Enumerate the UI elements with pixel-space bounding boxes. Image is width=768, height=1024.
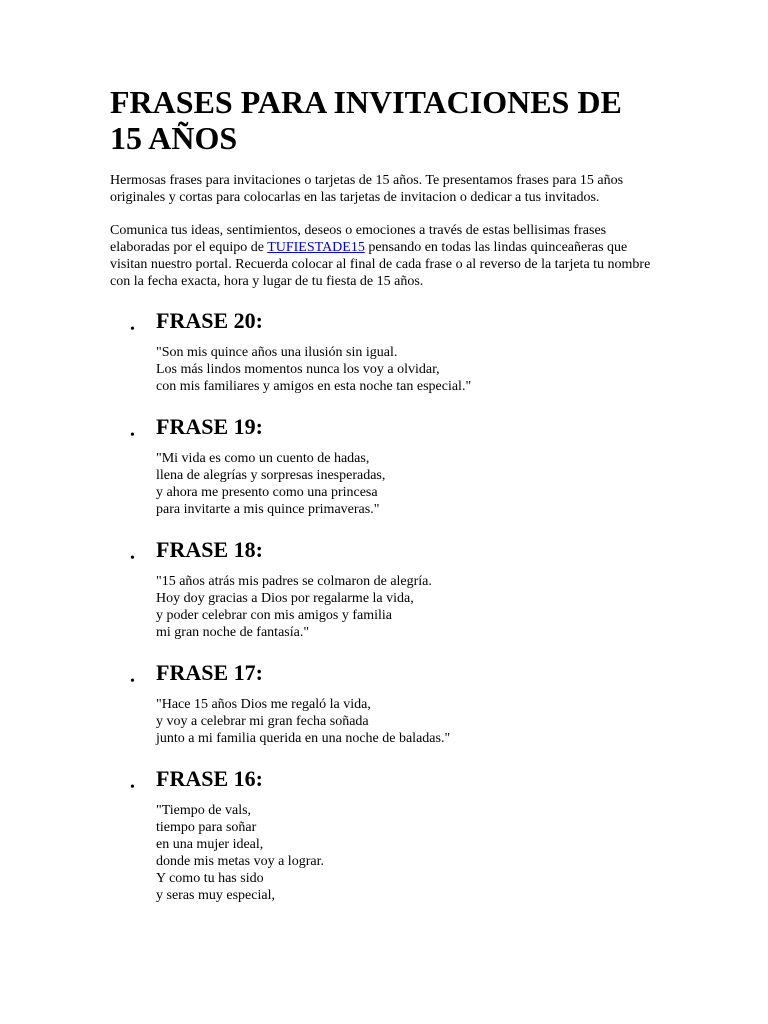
frase-title: FRASE 17: [156, 660, 263, 685]
verse-line: para invitarte a mis quince primaveras." [156, 502, 380, 517]
intro-paragraph: Hermosas frases para invitaciones o tarjetas de 15 años. Te presentamos frases para 15 años originales y cortas para colocarlas en las tarjetas de invitacion o dedicar a tus invitados. [110, 173, 624, 205]
frase-item [110, 658, 655, 747]
verse-line: llena de alegrías y sorpresas inesperadas, [156, 468, 386, 483]
verse-line: y voy a celebrar mi gran fecha soñada [156, 714, 369, 729]
verse-line: "Tiempo de vals, [156, 803, 252, 818]
frase-verse [156, 344, 655, 395]
frase-verse [156, 573, 655, 641]
bullet-icon: • [130, 551, 135, 566]
verse-line: Hoy doy gracias a Dios por regalarme la vida, [156, 591, 414, 606]
verse-line: y seras muy especial, [156, 888, 275, 903]
verse-line: donde mis metas voy a lograr. [156, 854, 324, 869]
frase-verse [156, 696, 655, 747]
verse-line: tiempo para soñar [156, 820, 257, 835]
tufiestade15-link[interactable]: TUFIESTADE15 [267, 240, 365, 255]
frase-title: FRASE 16: [156, 766, 263, 791]
bullet-icon: • [130, 674, 135, 689]
verse-line: Y como tu has sido [156, 871, 264, 886]
frase-verse [156, 450, 655, 518]
verse-line: y ahora me presento como una princesa [156, 485, 378, 500]
frase-title: FRASE 19: [156, 414, 263, 439]
frase-item [110, 764, 655, 904]
description-text-after: pensando en todas las lindas quinceañeras que visitan nuestro portal. Recuerda colocar al final de cada frase o al reverso de la tarjeta tu nombre con la fecha exacta, hora y lugar de tu fiesta de 15 años. [110, 240, 651, 289]
frase-verse [156, 802, 655, 904]
verse-line: Los más lindos momentos nunca los voy a olvidar, [156, 362, 440, 377]
frase-title: FRASE 20: [156, 308, 263, 333]
verse-line: "15 años atrás mis padres se colmaron de alegría. [156, 574, 432, 589]
verse-line: junto a mi familia querida en una noche de baladas." [156, 731, 451, 746]
page-title: FRASES PARA INVITACIONES DE 15 AÑOS [110, 84, 622, 156]
frase-item [110, 535, 655, 641]
frases-list [110, 306, 655, 904]
frase-title: FRASE 18: [156, 537, 263, 562]
document-page [110, 84, 655, 904]
verse-line: "Son mis quince años una ilusión sin igual. [156, 345, 398, 360]
verse-line: en una mujer ideal, [156, 837, 264, 852]
frase-item [110, 306, 655, 395]
frase-item [110, 412, 655, 518]
bullet-icon: • [130, 780, 135, 795]
description-paragraph [110, 222, 655, 290]
verse-line: mi gran noche de fantasía." [156, 625, 310, 640]
description-text-before: Comunica tus ideas, sentimientos, deseos o emociones a través de estas bellisimas frases elaboradas por el equipo de [110, 223, 607, 255]
verse-line: y poder celebrar con mis amigos y familia [156, 608, 392, 623]
verse-line: "Hace 15 años Dios me regaló la vida, [156, 697, 371, 712]
bullet-icon: • [130, 322, 135, 337]
verse-line: con mis familiares y amigos en esta noche tan especial." [156, 379, 472, 394]
bullet-icon: • [130, 428, 135, 443]
verse-line: "Mi vida es como un cuento de hadas, [156, 451, 370, 466]
